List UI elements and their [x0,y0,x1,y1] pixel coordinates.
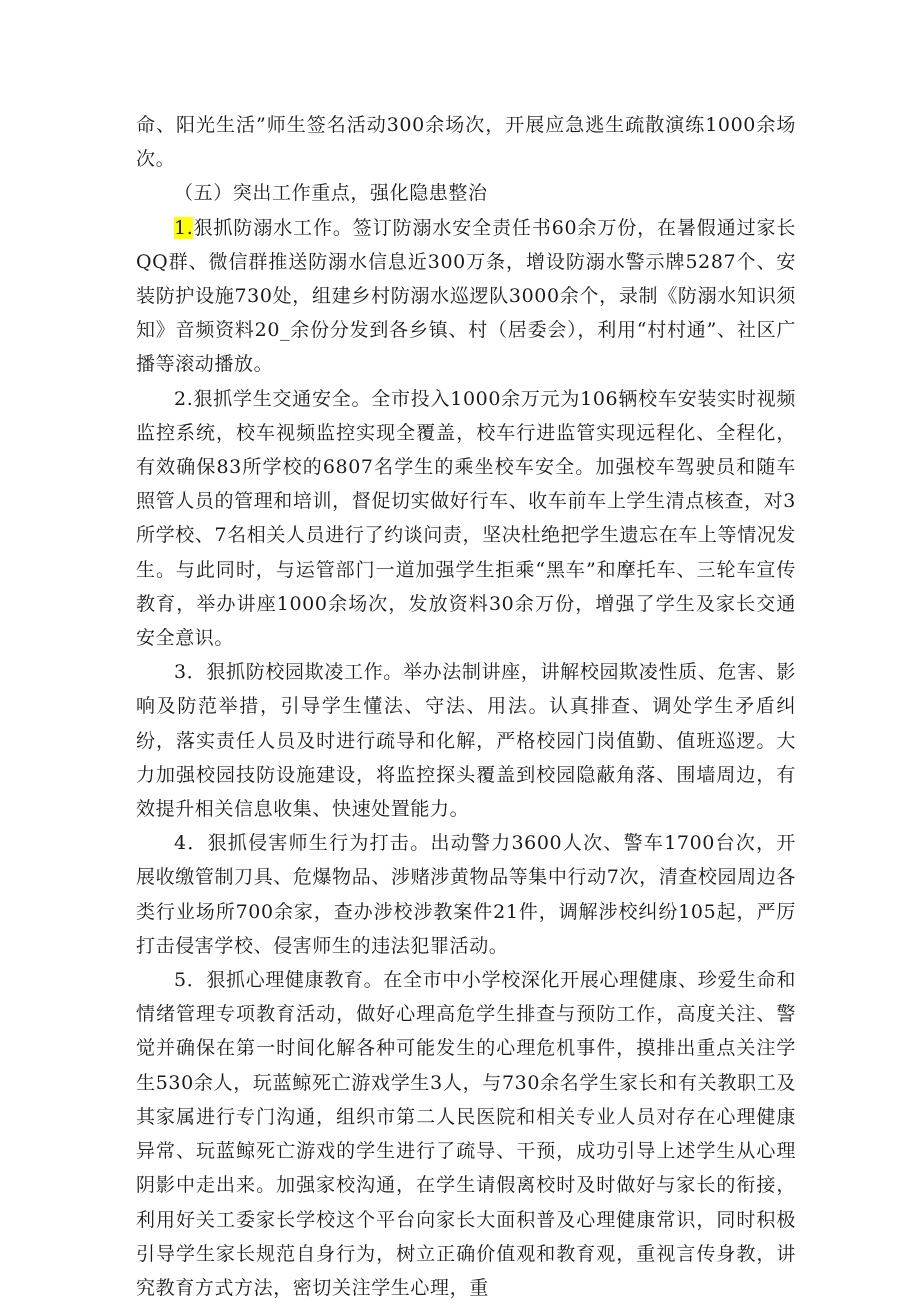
item-number-1: 1. [174,216,194,239]
item-text-5: 狠抓心理健康教育。在全市中小学校深化开展心理健康、珍爱生命和情绪管理专项教育活动，做好心理高危学生排查与预防工作，高度关注、警觉并确保在第一时间化解各种可能发生的心理危机事件，摸排出重点关注学生530余人，玩蓝鲸死亡游戏学生3人，与730余名学生家长和有关教职工及其家属进行专门沟通，组织市第二人民医院和相关专业人员对存在心理健康异常、玩蓝鲸死亡游戏的学生进行了疏导、干预，成功引导上述学生从心理阴影中走出来。加强家校沟通，在学生请假离校时及时做好与家长的衔接，利用好关工委家长学校这个平台向家长大面积普及心理健康常识，同时积极引导学生家长规范自身行为，树立正确价值观和教育观，重视言传身教，讲究教育方式方法，密切关注学生心理，重 [136,969,796,1299]
item-paragraph-4 [136,826,796,963]
item-paragraph-1 [136,211,796,382]
item-text-4: 狠抓侵害师生行为打击。出动警力3600人次、警车1700台次，开展收缴管制刀具、危爆物品、涉赌涉黄物品等集中行动7次，清查校园周边各类行业场所700余家，查办涉校涉教案件21件，调解涉校纠纷105起，严厉打击侵害学校、侵害师生的违法犯罪活动。 [136,832,796,957]
item-number-3: 3． [174,661,207,684]
item-number-4: 4． [174,832,208,855]
item-number-5: 5． [174,969,207,992]
item-text-3: 狠抓防校园欺凌工作。举办法制讲座，讲解校园欺凌性质、危害、影响及防范举措，引导学生懂法、守法、用法。认真排查、调处学生矛盾纠纷，落实责任人员及时进行疏导和化解，严格校园门岗值勤、值班巡逻。大力加强校园技防设施建设，将监控探头覆盖到校园隐蔽角落、围墙周边，有效提升相关信息收集、快速处置能力。 [136,661,796,821]
item-text-2: 狠抓学生交通安全。全市投入1000余万元为106辆校车安装实时视频监控系统，校车视频监控实现全覆盖，校车行进监管实现远程化、全程化，有效确保83所学校的6807名学生的乘坐校车安全。加强校车驾驶员和随车照管人员的管理和培训，督促切实做好行车、收车前车上学生清点核查，对3所学校、7名相关人员进行了约谈问责，坚决杜绝把学生遗忘在车上等情况发生。与此同时，与运管部门一道加强学生拒乘“黑车”和摩托车、三轮车宣传教育，举办讲座1000余场次，发放资料30余万份，增强了学生及家长交通安全意识。 [136,387,796,650]
item-number-2: 2. [174,387,194,410]
document-body [136,108,796,1305]
item-paragraph-2 [136,382,796,656]
continuation-paragraph: 命、阳光生活”师生签名活动300余场次，开展应急逃生疏散演练1000余场次。 [136,114,796,171]
section-heading: （五）突出工作重点，强化隐患整治 [174,182,488,205]
item-text-1: 狠抓防溺水工作。签订防溺水安全责任书60余万份，在暑假通过家长QQ群、微信群推送防溺水信息近300万条，增设防溺水警示牌5287个、安装防护设施730处，组建乡村防溺水巡逻队3000余个，录制《防溺水知识须知》音频资料20_余份分发到各乡镇、村（居委会），利用“村村通”、社区广播等滚动播放。 [136,216,796,376]
item-paragraph-3 [136,655,796,826]
item-paragraph-5 [136,963,796,1305]
